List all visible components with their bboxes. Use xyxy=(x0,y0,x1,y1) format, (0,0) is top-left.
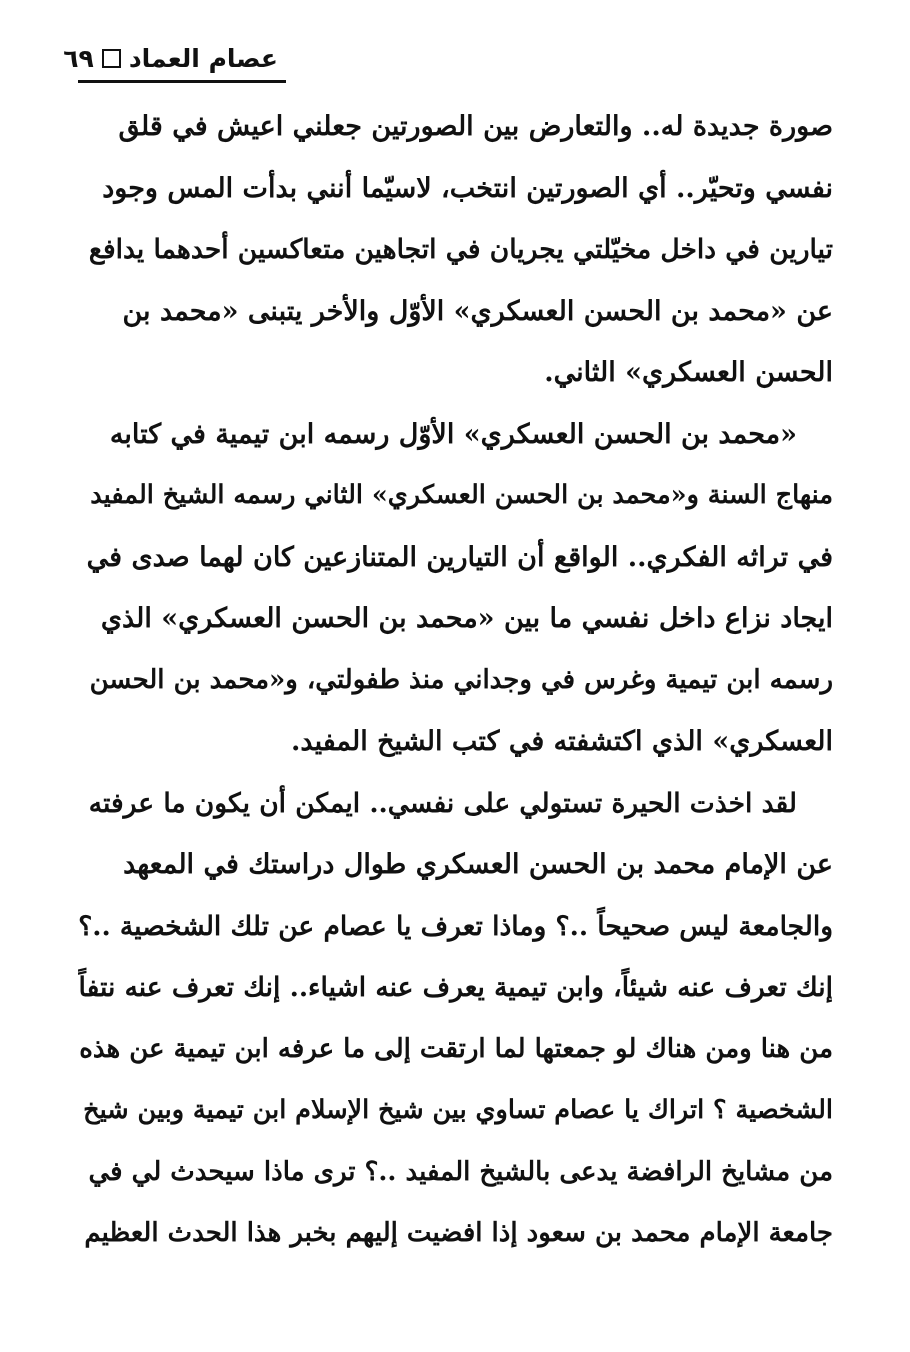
text-line: من مشايخ الرافضة يدعى بالشيخ المفيد ..؟ ترى ماذا سيحدث لي في xyxy=(88,1156,833,1187)
text-line: منهاج السنة و«محمد بن الحسن العسكري» الثاني رسمه الشيخ المفيد xyxy=(90,480,833,510)
body-text xyxy=(78,96,833,1265)
page-number: ٦٩ xyxy=(63,43,94,73)
paragraph-2 xyxy=(78,404,833,773)
text-line: من هنا ومن هناك لو جمعتها لما ارتقت إلى ما عرفه ابن تيمية عن هذه xyxy=(79,1033,833,1064)
text-line: نفسي وتحيّر.. أي الصورتين انتخب، لاسيّما أنني بدأت المس وجود xyxy=(102,172,833,204)
text-line: عن الإمام محمد بن الحسن العسكري طوال دراستك في المعهد xyxy=(123,849,833,880)
text-line: عن «محمد بن الحسن العسكري» الأوّل والأخر يتبنى «محمد بن xyxy=(122,295,833,327)
text-line: «محمد بن الحسن العسكري» الأوّل رسمه ابن تيمية في كتابه xyxy=(109,418,797,450)
paragraph-1 xyxy=(78,96,833,404)
text-line: تيارين في داخل مخيّلتي يجريان في اتجاهين متعاكسين أحدهما يدافع xyxy=(88,234,833,265)
text-line: العسكري» الذي اكتشفته في كتب الشيخ المفيد. xyxy=(291,726,833,757)
text-line: ايجاد نزاع داخل نفسي ما بين «محمد بن الحسن العسكري» الذي xyxy=(100,603,833,634)
text-line: الحسن العسكري» الثاني. xyxy=(544,357,833,388)
header-title: عصام العماد xyxy=(128,43,278,73)
text-line: في تراثه الفكري.. الواقع أن التيارين المتنازعين كان لهما صدى في xyxy=(86,541,833,573)
text-line: لقد اخذت الحيرة تستولي على نفسي.. ايمكن أن يكون ما عرفته xyxy=(88,787,797,819)
header-square-icon xyxy=(102,49,121,68)
running-header xyxy=(63,38,278,78)
text-line: صورة جديدة له.. والتعارض بين الصورتين جعلني اعيش في قلق xyxy=(118,111,833,142)
text-line: إنك تعرف عنه شيئاً، وابن تيمية يعرف عنه اشياء.. إنك تعرف عنه نتفاً xyxy=(78,972,833,1003)
text-line: والجامعة ليس صحيحاً ..؟ وماذا تعرف يا عصام عن تلك الشخصية ..؟ xyxy=(78,910,833,942)
paragraph-3 xyxy=(78,773,833,1265)
text-line: الشخصية ؟ اتراك يا عصام تساوي بين شيخ الإسلام ابن تيمية وبين شيخ xyxy=(83,1095,833,1125)
text-line: رسمه ابن تيمية وغرس في وجداني منذ طفولتي، و«محمد بن الحسن xyxy=(89,664,833,695)
header-underline xyxy=(78,80,286,83)
text-line: جامعة الإمام محمد بن سعود إذا افضيت إليهم بخبر هذا الحدث العظيم xyxy=(84,1218,833,1248)
